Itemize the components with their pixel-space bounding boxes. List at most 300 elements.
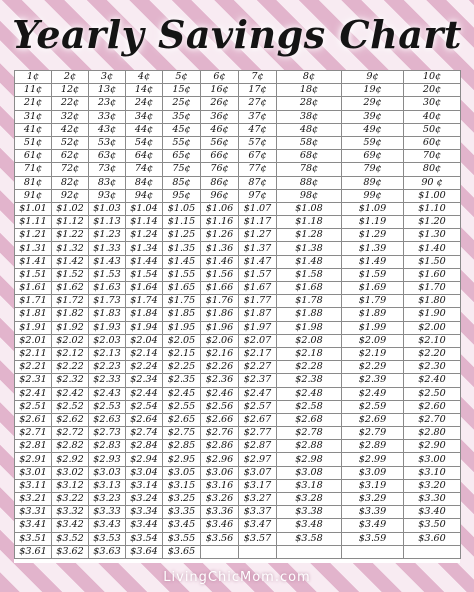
table-cell: 76¢ <box>201 163 239 176</box>
table-cell: 83¢ <box>89 176 126 189</box>
table-cell: 58¢ <box>277 136 342 149</box>
table-row <box>15 413 461 426</box>
table-cell: $1.69 <box>342 282 404 295</box>
table-cell: $2.69 <box>342 413 404 426</box>
table-cell: $3.40 <box>404 506 461 519</box>
table-cell: $2.13 <box>89 347 126 360</box>
table-cell: 26¢ <box>201 97 239 110</box>
table-cell: $2.22 <box>52 361 89 374</box>
table-row <box>15 532 461 545</box>
table-cell: $1.92 <box>52 321 89 334</box>
table-cell: $1.51 <box>15 268 52 281</box>
table-cell: $3.16 <box>201 479 239 492</box>
table-cell: 43¢ <box>89 123 126 136</box>
table-cell: $2.64 <box>126 413 163 426</box>
table-cell: $2.91 <box>15 453 52 466</box>
table-row <box>15 387 461 400</box>
table-row <box>15 123 461 136</box>
table-cell: $2.55 <box>163 400 201 413</box>
table-cell: $2.44 <box>126 387 163 400</box>
table-cell: $1.02 <box>52 202 89 215</box>
table-cell: $2.68 <box>277 413 342 426</box>
table-cell: $2.56 <box>201 400 239 413</box>
table-cell: $1.83 <box>89 308 126 321</box>
table-cell: $1.12 <box>52 216 89 229</box>
table-cell: $2.20 <box>404 347 461 360</box>
table-cell: $2.25 <box>163 361 201 374</box>
table-cell: $3.54 <box>126 532 163 545</box>
table-row <box>15 202 461 215</box>
table-cell: $1.48 <box>277 255 342 268</box>
savings-chart-sheet <box>14 70 460 563</box>
table-cell: 87¢ <box>239 176 277 189</box>
table-row <box>15 229 461 242</box>
table-cell: $1.54 <box>126 268 163 281</box>
table-cell: 7¢ <box>239 71 277 84</box>
table-cell: $3.45 <box>163 519 201 532</box>
table-cell: $1.88 <box>277 308 342 321</box>
table-cell: $1.00 <box>404 189 461 202</box>
table-cell: 17¢ <box>239 84 277 97</box>
table-row <box>15 466 461 479</box>
table-cell: $2.98 <box>277 453 342 466</box>
table-cell: 20¢ <box>404 84 461 97</box>
table-cell: 30¢ <box>404 97 461 110</box>
table-cell: $1.85 <box>163 308 201 321</box>
table-cell: 49¢ <box>342 123 404 136</box>
table-row <box>15 189 461 202</box>
table-cell: 59¢ <box>342 136 404 149</box>
table-cell: $2.84 <box>126 440 163 453</box>
table-cell: 82¢ <box>52 176 89 189</box>
table-cell: $2.70 <box>404 413 461 426</box>
table-cell: 79¢ <box>342 163 404 176</box>
table-cell <box>342 545 404 558</box>
table-cell: $1.64 <box>126 282 163 295</box>
table-cell: $1.66 <box>201 282 239 295</box>
table-cell: $3.22 <box>52 493 89 506</box>
table-cell: 70¢ <box>404 150 461 163</box>
table-row <box>15 334 461 347</box>
table-cell: $2.38 <box>277 374 342 387</box>
table-cell: 10¢ <box>404 71 461 84</box>
table-cell: $2.04 <box>126 334 163 347</box>
table-cell: 11¢ <box>15 84 52 97</box>
table-cell: 92¢ <box>52 189 89 202</box>
table-cell: $2.61 <box>15 413 52 426</box>
table-cell: $3.52 <box>52 532 89 545</box>
table-cell: 31¢ <box>15 110 52 123</box>
table-cell: $1.14 <box>126 216 163 229</box>
table-cell <box>201 545 239 558</box>
table-cell: $3.19 <box>342 479 404 492</box>
table-cell: $3.44 <box>126 519 163 532</box>
table-row <box>15 400 461 413</box>
table-cell <box>239 545 277 558</box>
table-cell: 52¢ <box>52 136 89 149</box>
table-cell: $1.29 <box>342 229 404 242</box>
table-cell: $1.09 <box>342 202 404 215</box>
table-cell: $2.31 <box>15 374 52 387</box>
table-cell: $1.62 <box>52 282 89 295</box>
table-cell: $1.32 <box>52 242 89 255</box>
table-cell: $3.56 <box>201 532 239 545</box>
table-cell: 25¢ <box>163 97 201 110</box>
table-cell: $1.25 <box>163 229 201 242</box>
table-cell: $2.94 <box>126 453 163 466</box>
table-cell: $2.50 <box>404 387 461 400</box>
table-cell: $2.40 <box>404 374 461 387</box>
table-cell: $2.10 <box>404 334 461 347</box>
table-cell: $1.81 <box>15 308 52 321</box>
table-cell: $3.64 <box>126 545 163 558</box>
table-cell: $3.10 <box>404 466 461 479</box>
table-cell: $2.36 <box>201 374 239 387</box>
table-cell: $2.76 <box>201 427 239 440</box>
table-row <box>15 136 461 149</box>
table-cell: 12¢ <box>52 84 89 97</box>
table-cell: $2.86 <box>201 440 239 453</box>
table-cell: $2.63 <box>89 413 126 426</box>
table-cell: 37¢ <box>239 110 277 123</box>
table-cell: 61¢ <box>15 150 52 163</box>
table-cell: $3.61 <box>15 545 52 558</box>
site-url: LivingChicMom.com <box>163 569 311 585</box>
table-cell: $1.76 <box>201 295 239 308</box>
table-cell: $3.15 <box>163 479 201 492</box>
table-cell: $3.18 <box>277 479 342 492</box>
table-cell: $1.15 <box>163 216 201 229</box>
table-cell: $1.99 <box>342 321 404 334</box>
table-cell: $1.24 <box>126 229 163 242</box>
table-cell: $1.42 <box>52 255 89 268</box>
table-cell: 51¢ <box>15 136 52 149</box>
table-cell: 2¢ <box>52 71 89 84</box>
table-cell: $2.88 <box>277 440 342 453</box>
table-cell: 44¢ <box>126 123 163 136</box>
table-cell: $2.74 <box>126 427 163 440</box>
table-cell: $2.08 <box>277 334 342 347</box>
table-cell: 15¢ <box>163 84 201 97</box>
table-cell: 63¢ <box>89 150 126 163</box>
table-cell: $2.43 <box>89 387 126 400</box>
table-cell: 36¢ <box>201 110 239 123</box>
table-cell: $1.41 <box>15 255 52 268</box>
table-cell: $2.23 <box>89 361 126 374</box>
table-cell: $2.81 <box>15 440 52 453</box>
table-cell: 53¢ <box>89 136 126 149</box>
table-cell: 42¢ <box>52 123 89 136</box>
table-cell: $1.53 <box>89 268 126 281</box>
table-cell: 84¢ <box>126 176 163 189</box>
table-cell: $2.75 <box>163 427 201 440</box>
table-cell: $2.35 <box>163 374 201 387</box>
table-cell: $2.99 <box>342 453 404 466</box>
table-cell: $2.09 <box>342 334 404 347</box>
table-cell: 90 ¢ <box>404 176 461 189</box>
table-cell: 22¢ <box>52 97 89 110</box>
table-cell: $3.14 <box>126 479 163 492</box>
table-cell: $1.19 <box>342 216 404 229</box>
table-cell: $3.00 <box>404 453 461 466</box>
table-cell: $3.37 <box>239 506 277 519</box>
table-row <box>15 440 461 453</box>
table-cell: 55¢ <box>163 136 201 149</box>
table-cell: $3.65 <box>163 545 201 558</box>
table-cell: 67¢ <box>239 150 277 163</box>
table-cell: $1.01 <box>15 202 52 215</box>
table-cell: $1.91 <box>15 321 52 334</box>
table-row <box>15 84 461 97</box>
table-cell: 89¢ <box>342 176 404 189</box>
table-cell: $3.49 <box>342 519 404 532</box>
table-cell <box>277 545 342 558</box>
table-cell: $2.17 <box>239 347 277 360</box>
table-cell: $2.90 <box>404 440 461 453</box>
table-cell: 28¢ <box>277 97 342 110</box>
table-cell: $3.29 <box>342 493 404 506</box>
table-cell: 5¢ <box>163 71 201 84</box>
table-cell: $1.43 <box>89 255 126 268</box>
table-row <box>15 453 461 466</box>
table-cell: $3.31 <box>15 506 52 519</box>
table-cell: $2.80 <box>404 427 461 440</box>
table-cell: $1.90 <box>404 308 461 321</box>
table-cell: $1.70 <box>404 282 461 295</box>
table-cell: $3.42 <box>52 519 89 532</box>
table-cell: $3.47 <box>239 519 277 532</box>
table-cell: $1.59 <box>342 268 404 281</box>
table-cell: 71¢ <box>15 163 52 176</box>
table-cell: $2.21 <box>15 361 52 374</box>
table-cell: $3.30 <box>404 493 461 506</box>
table-cell: $3.57 <box>239 532 277 545</box>
table-cell: $2.32 <box>52 374 89 387</box>
table-cell: $1.52 <box>52 268 89 281</box>
table-row <box>15 506 461 519</box>
table-cell: $2.15 <box>163 347 201 360</box>
table-cell: $1.77 <box>239 295 277 308</box>
table-cell: 3¢ <box>89 71 126 84</box>
table-cell: 19¢ <box>342 84 404 97</box>
table-cell: $3.28 <box>277 493 342 506</box>
table-cell: 8¢ <box>277 71 342 84</box>
table-cell: 85¢ <box>163 176 201 189</box>
table-cell: $1.38 <box>277 242 342 255</box>
table-cell: $3.34 <box>126 506 163 519</box>
table-cell: $2.14 <box>126 347 163 360</box>
table-row <box>15 361 461 374</box>
table-cell: 77¢ <box>239 163 277 176</box>
table-cell: $2.12 <box>52 347 89 360</box>
table-cell: $2.33 <box>89 374 126 387</box>
table-row <box>15 479 461 492</box>
table-cell: $3.24 <box>126 493 163 506</box>
table-cell: 78¢ <box>277 163 342 176</box>
table-cell: $2.30 <box>404 361 461 374</box>
table-cell: 34¢ <box>126 110 163 123</box>
table-cell: $1.93 <box>89 321 126 334</box>
table-cell: $3.48 <box>277 519 342 532</box>
table-cell: 95¢ <box>163 189 201 202</box>
table-cell: $1.39 <box>342 242 404 255</box>
table-cell: $1.98 <box>277 321 342 334</box>
table-cell: $2.34 <box>126 374 163 387</box>
table-cell: $1.71 <box>15 295 52 308</box>
table-cell: $3.33 <box>89 506 126 519</box>
table-cell: 81¢ <box>15 176 52 189</box>
table-cell: $3.32 <box>52 506 89 519</box>
table-cell: $2.06 <box>201 334 239 347</box>
table-cell: 56¢ <box>201 136 239 149</box>
table-cell: $1.20 <box>404 216 461 229</box>
table-cell: $1.94 <box>126 321 163 334</box>
table-cell: $1.11 <box>15 216 52 229</box>
table-cell: $3.25 <box>163 493 201 506</box>
table-cell: 64¢ <box>126 150 163 163</box>
table-cell: 88¢ <box>277 176 342 189</box>
page-title: Yearly Savings Chart <box>12 11 462 57</box>
table-cell: $1.86 <box>201 308 239 321</box>
table-cell: $1.23 <box>89 229 126 242</box>
table-cell: $2.97 <box>239 453 277 466</box>
table-cell: $3.08 <box>277 466 342 479</box>
table-row <box>15 176 461 189</box>
table-cell: $1.97 <box>239 321 277 334</box>
table-cell: $1.95 <box>163 321 201 334</box>
table-cell: $2.62 <box>52 413 89 426</box>
table-cell: $2.77 <box>239 427 277 440</box>
table-row <box>15 308 461 321</box>
table-cell: $2.05 <box>163 334 201 347</box>
table-cell: $3.20 <box>404 479 461 492</box>
table-cell: $1.65 <box>163 282 201 295</box>
table-cell: $2.37 <box>239 374 277 387</box>
table-row <box>15 71 461 84</box>
table-cell: $3.39 <box>342 506 404 519</box>
table-cell: 35¢ <box>163 110 201 123</box>
table-cell: 48¢ <box>277 123 342 136</box>
table-cell: $3.07 <box>239 466 277 479</box>
table-cell: 54¢ <box>126 136 163 149</box>
table-cell: 47¢ <box>239 123 277 136</box>
table-cell: $3.21 <box>15 493 52 506</box>
table-row <box>15 216 461 229</box>
table-row <box>15 374 461 387</box>
table-cell: $3.62 <box>52 545 89 558</box>
table-cell: $2.58 <box>277 400 342 413</box>
table-cell: 94¢ <box>126 189 163 202</box>
table-cell: $2.42 <box>52 387 89 400</box>
table-cell: $2.78 <box>277 427 342 440</box>
table-cell: $2.53 <box>89 400 126 413</box>
table-cell: $2.19 <box>342 347 404 360</box>
table-cell: $3.35 <box>163 506 201 519</box>
table-cell: $2.54 <box>126 400 163 413</box>
table-cell: $2.83 <box>89 440 126 453</box>
table-cell: $1.80 <box>404 295 461 308</box>
table-cell: $1.63 <box>89 282 126 295</box>
table-cell: 32¢ <box>52 110 89 123</box>
table-cell: $1.31 <box>15 242 52 255</box>
table-cell: $1.40 <box>404 242 461 255</box>
table-cell: $1.79 <box>342 295 404 308</box>
table-cell: $1.22 <box>52 229 89 242</box>
table-cell: $2.03 <box>89 334 126 347</box>
table-cell: $2.67 <box>239 413 277 426</box>
table-cell: 91¢ <box>15 189 52 202</box>
table-cell: $1.56 <box>201 268 239 281</box>
table-cell: $1.49 <box>342 255 404 268</box>
table-cell: 14¢ <box>126 84 163 97</box>
table-cell: $2.85 <box>163 440 201 453</box>
table-row <box>15 110 461 123</box>
table-row <box>15 97 461 110</box>
table-cell: $2.87 <box>239 440 277 453</box>
table-cell: $2.93 <box>89 453 126 466</box>
table-cell: 27¢ <box>239 97 277 110</box>
table-row <box>15 493 461 506</box>
table-row <box>15 163 461 176</box>
table-row <box>15 321 461 334</box>
table-cell: 40¢ <box>404 110 461 123</box>
table-cell: $2.71 <box>15 427 52 440</box>
table-cell: $2.46 <box>201 387 239 400</box>
table-cell: $3.23 <box>89 493 126 506</box>
savings-table-body <box>15 71 461 559</box>
table-cell: $2.01 <box>15 334 52 347</box>
table-row <box>15 242 461 255</box>
table-cell: $3.01 <box>15 466 52 479</box>
table-cell: $1.27 <box>239 229 277 242</box>
table-cell: $2.29 <box>342 361 404 374</box>
table-cell: $2.48 <box>277 387 342 400</box>
table-cell: 97¢ <box>239 189 277 202</box>
table-cell: $1.13 <box>89 216 126 229</box>
table-cell: $1.50 <box>404 255 461 268</box>
table-row <box>15 347 461 360</box>
table-cell: 75¢ <box>163 163 201 176</box>
table-cell: $1.89 <box>342 308 404 321</box>
table-cell: 1¢ <box>15 71 52 84</box>
table-cell: 73¢ <box>89 163 126 176</box>
table-cell: 41¢ <box>15 123 52 136</box>
table-cell: $1.47 <box>239 255 277 268</box>
table-cell: $2.24 <box>126 361 163 374</box>
table-cell: $2.27 <box>239 361 277 374</box>
table-cell: 80¢ <box>404 163 461 176</box>
table-cell: $2.95 <box>163 453 201 466</box>
table-row <box>15 519 461 532</box>
table-cell: $3.60 <box>404 532 461 545</box>
table-cell: $3.11 <box>15 479 52 492</box>
table-cell: $1.26 <box>201 229 239 242</box>
table-cell: $2.16 <box>201 347 239 360</box>
table-cell: $2.41 <box>15 387 52 400</box>
table-cell: $2.02 <box>52 334 89 347</box>
table-cell: $1.96 <box>201 321 239 334</box>
table-cell: $3.51 <box>15 532 52 545</box>
table-cell: $3.43 <box>89 519 126 532</box>
table-row <box>15 282 461 295</box>
table-cell: 96¢ <box>201 189 239 202</box>
table-cell: 99¢ <box>342 189 404 202</box>
table-cell: $1.34 <box>126 242 163 255</box>
table-cell: $2.45 <box>163 387 201 400</box>
table-cell: 72¢ <box>52 163 89 176</box>
table-cell: $1.87 <box>239 308 277 321</box>
table-cell: 18¢ <box>277 84 342 97</box>
